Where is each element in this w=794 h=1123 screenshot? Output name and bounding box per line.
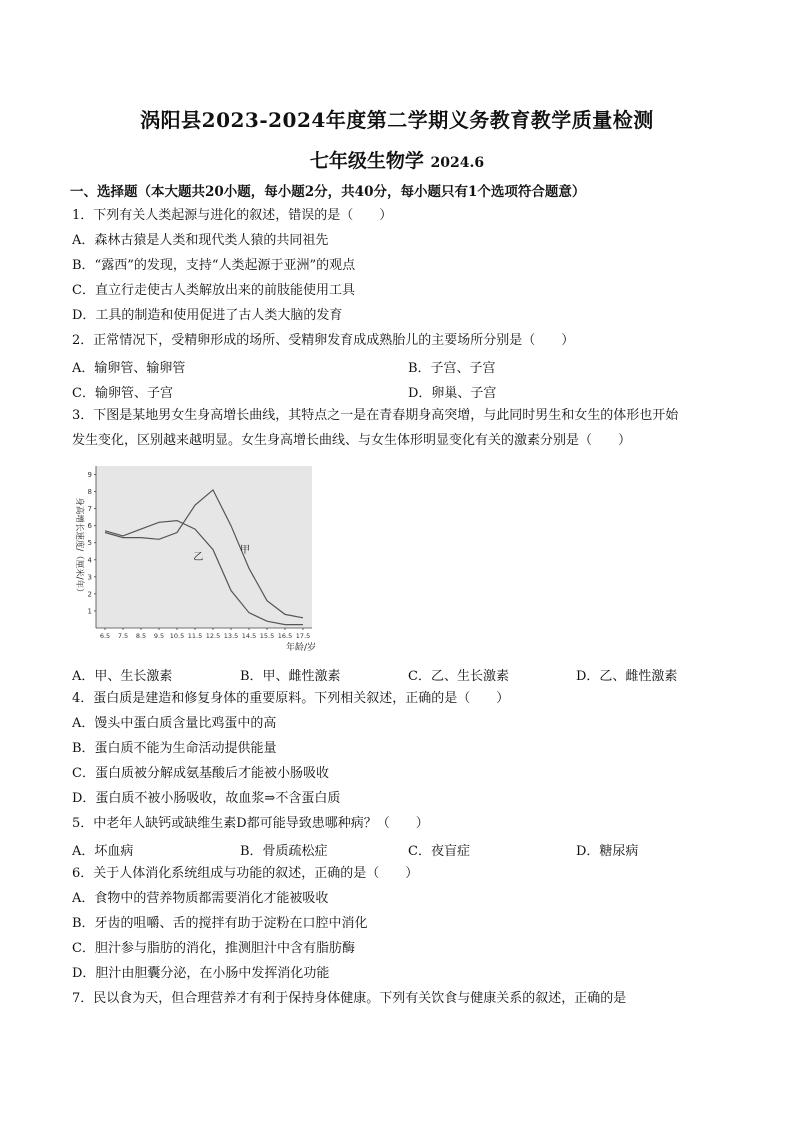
question-5-option-c: C．夜盲症 xyxy=(408,844,470,859)
x-tick-label: 16.5 xyxy=(277,632,293,640)
question-6-option-c: C．胆汁参与脂肪的消化，推测胆汁中含有脂肪酶 xyxy=(72,941,355,956)
question-2-option-d: D．卵巢、子宫 xyxy=(408,386,497,401)
exam-subtitle xyxy=(0,146,794,173)
question-2-option-c: C．输卵管、子宫 xyxy=(72,386,173,401)
series-label-yi: 乙 xyxy=(193,551,204,563)
question-4-option-d: D．蛋白质不被小肠吸收，故血浆⇒不含蛋白质 xyxy=(72,791,341,806)
question-6-stem: 6．关于人体消化系统组成与功能的叙述，正确的是（ ） xyxy=(72,866,419,881)
question-1-option-a: A．森林古猿是人类和现代类人猿的共同祖先 xyxy=(72,233,329,248)
growth-chart-svg xyxy=(68,462,318,652)
y-tick-label: 1 xyxy=(87,607,92,616)
question-4-option-a: A．馒头中蛋白质含量比鸡蛋中的高 xyxy=(72,716,277,731)
question-6-option-a: A．食物中的营养物质都需要消化才能被吸收 xyxy=(72,891,329,906)
question-7-stem: 7．民以食为天，但合理营养才有利于保持身体健康。下列有关饮食与健康关系的叙述，正确的是 xyxy=(72,991,627,1006)
y-tick-label: 6 xyxy=(87,522,92,531)
question-1-option-d: D．工具的制造和使用促进了古人类大脑的发育 xyxy=(72,308,343,323)
x-tick-label: 8.5 xyxy=(135,632,147,640)
y-tick-label: 2 xyxy=(87,590,92,599)
y-tick-label: 3 xyxy=(87,573,92,582)
question-6-option-b: B．牙齿的咀嚼、舌的搅拌有助于淀粉在口腔中消化 xyxy=(72,916,368,931)
question-3-option-b: B．甲、雌性激素 xyxy=(240,669,341,684)
x-tick-label: 13.5 xyxy=(223,632,239,640)
question-4-stem: 4．蛋白质是建造和修复身体的重要原料。下列相关叙述，正确的是（ ） xyxy=(72,691,510,706)
question-4-option-b: B．蛋白质不能为生命活动提供能量 xyxy=(72,741,277,756)
question-4-option-c: C．蛋白质被分解成氨基酸后才能被小肠吸收 xyxy=(72,766,329,781)
y-tick-label: 5 xyxy=(87,539,92,548)
question-2-stem: 2．正常情况下，受精卵形成的场所、受精卵发育成成熟胎儿的主要场所分别是（ ） xyxy=(72,333,575,348)
y-tick-label: 9 xyxy=(87,471,92,480)
exam-title: 涡阳县2023-2024年度第二学期义务教育教学质量检测 xyxy=(140,108,654,132)
question-2-option-b: B．子宫、子宫 xyxy=(408,361,496,376)
question-3-stem-line1: 3．下图是某地男女生身高增长曲线，其特点之一是在青春期身高突增，与此同时男生和女生的体形也开始 xyxy=(72,408,679,423)
x-tick-label: 11.5 xyxy=(187,632,203,640)
question-3-option-d: D．乙、雌性激素 xyxy=(576,669,678,684)
x-tick-label: 17.5 xyxy=(295,632,311,640)
question-3-option-c: C．乙、生长激素 xyxy=(408,669,509,684)
question-5-stem: 5．中老年人缺钙或缺维生素D都可能导致患哪种病？（ ） xyxy=(72,816,429,831)
question-5-option-a: A．坏血病 xyxy=(72,844,134,859)
x-axis-label: 年龄/岁 xyxy=(285,643,316,652)
question-1-option-b: B．“露西”的发现，支持“人类起源于亚洲”的观点 xyxy=(72,258,356,273)
x-tick-label: 10.5 xyxy=(169,632,185,640)
subject-name: 七年级生物学 xyxy=(309,150,424,172)
question-3-stem-line2: 发生变化，区别越来越明显。女生身高增长曲线、与女生体形明显变化有关的激素分别是（ ） xyxy=(72,433,632,448)
x-tick-label: 14.5 xyxy=(241,632,257,640)
y-tick-label: 8 xyxy=(87,488,92,497)
series-label-jia: 甲 xyxy=(240,544,250,556)
y-tick-label: 7 xyxy=(87,505,92,514)
question-6-option-d: D．胆汁由胆囊分泌，在小肠中发挥消化功能 xyxy=(72,966,330,981)
question-5-option-b: B．骨质疏松症 xyxy=(240,844,328,859)
section-heading: 一、选择题（本大题共20小题，每小题2分，共40分，每小题只有1个选项符合题意） xyxy=(70,184,586,200)
question-3-option-a: A．甲、生长激素 xyxy=(72,669,173,684)
x-tick-label: 9.5 xyxy=(153,632,165,640)
question-5-option-d: D．糖尿病 xyxy=(576,844,639,859)
question-1-stem: 1．下列有关人类起源与进化的叙述，错误的是（ ） xyxy=(72,208,393,223)
y-tick-label: 4 xyxy=(87,556,92,565)
exam-date: 2024.6 xyxy=(430,155,485,171)
growth-chart xyxy=(68,462,318,652)
question-1-option-c: C．直立行走使古人类解放出来的前肢能使用工具 xyxy=(72,283,355,298)
x-tick-label: 12.5 xyxy=(205,632,221,640)
x-tick-label: 6.5 xyxy=(99,632,111,640)
question-2-option-a: A．输卵管、输卵管 xyxy=(72,361,186,376)
y-axis-label: 身高增长速度/（厘米/年） xyxy=(74,497,84,597)
chart-plot-area xyxy=(96,466,312,628)
x-tick-label: 7.5 xyxy=(117,632,129,640)
x-tick-label: 15.5 xyxy=(259,632,275,640)
